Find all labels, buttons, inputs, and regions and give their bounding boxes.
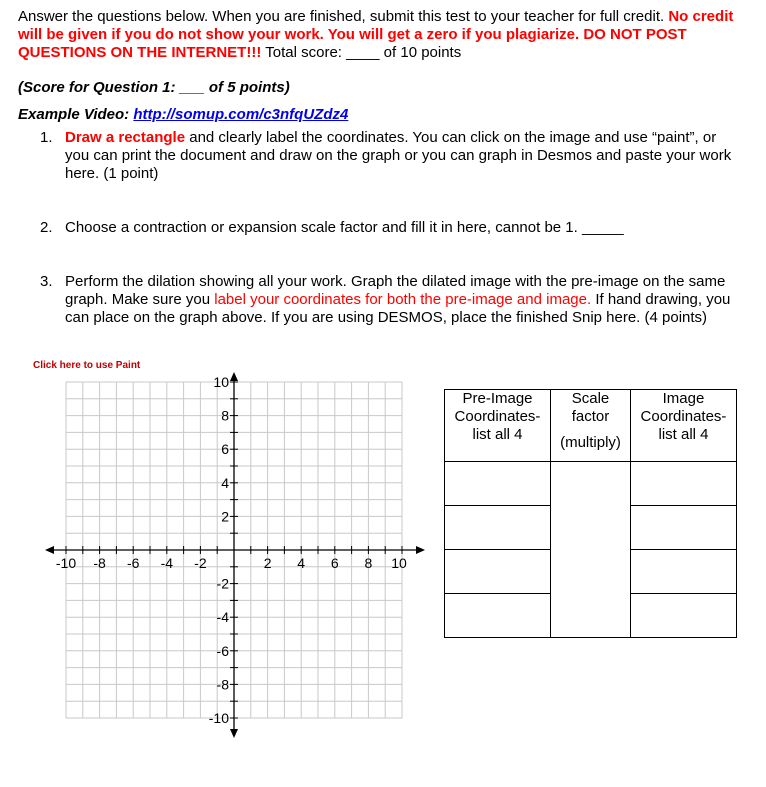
x-axis-left-arrow	[45, 546, 54, 554]
x-tick-label-4: 4	[297, 555, 306, 571]
pre-image-cell-2[interactable]	[445, 506, 551, 550]
pre-image-cell-3[interactable]	[445, 550, 551, 594]
image-cell-3[interactable]	[631, 550, 737, 594]
y-axis-up-arrow	[230, 372, 238, 381]
question-1-body: and clearly label the coordinates. You can click on the image and use “paint”, or you can print the document and draw on the graph or you can graph in Desmos and paste your work here. (1 point)	[65, 129, 732, 182]
question-3-body-a: Perform the dilation showing all your work. Graph the dilated image with the pre-image on the same graph. Make sure you	[65, 273, 726, 308]
image-header	[631, 390, 737, 462]
x-tick-label-neg6: -6	[126, 555, 140, 571]
coordinate-grid[interactable]	[40, 372, 430, 740]
y-axis-down-arrow	[230, 729, 238, 738]
y-tick-label-neg4: -4	[216, 609, 229, 626]
y-tick-label-neg2: -2	[216, 575, 229, 592]
table-row	[445, 462, 737, 506]
y-tick-label-4: 4	[221, 474, 229, 491]
x-tick-label-10: 10	[391, 555, 407, 571]
x-tick-label-2: 2	[263, 555, 272, 571]
question-3-highlight: label your coordinates for both the pre-image and image.	[214, 291, 592, 308]
y-tick-label-8: 8	[221, 407, 229, 424]
scale-factor-label: Scale factor	[571, 390, 610, 425]
image-cell-1[interactable]	[631, 462, 737, 506]
question-2-text: Choose a contraction or expansion scale factor and fill it in here, cannot be 1. _____	[65, 219, 624, 236]
y-tick-label-neg6: -6	[216, 642, 229, 659]
y-tick-label-neg8: -8	[216, 676, 229, 693]
question-3-body-b: If hand drawing, you can place on the graph above. If you are using DESMOS, place the finished Snip here. (4 points)	[65, 291, 731, 326]
example-video-label: Example Video:	[18, 106, 130, 123]
y-tick-label-2: 2	[221, 508, 229, 525]
x-tick-label-neg8: -8	[93, 555, 106, 571]
pre-image-header-label: Pre-Image Coordinates- list all 4	[454, 390, 541, 443]
warning-text: No credit will be given if you do not show your work. You will get a zero if you plagiarize. DO NOT POST QUESTIONS ON THE INTERNET!!!	[18, 8, 734, 61]
total-score-suffix: of 10 points	[383, 44, 462, 61]
question-3-number: 3.	[40, 273, 53, 290]
question-1-highlight: Draw a rectangle	[65, 129, 186, 146]
intro-paragraph	[18, 8, 748, 62]
pre-image-header	[445, 390, 551, 462]
instructions-text: Answer the questions below. When you are finished, submit this test to your teacher for full credit.	[18, 8, 665, 25]
scale-factor-cell[interactable]	[551, 462, 631, 638]
total-score-label: Total score:	[265, 44, 342, 61]
question-3-text	[65, 273, 740, 327]
image-cell-2[interactable]	[631, 506, 737, 550]
question-1-score: (Score for Question 1: ___ of 5 points)	[18, 79, 290, 96]
question-1-text	[65, 129, 740, 183]
total-score-blank[interactable]: ____	[346, 44, 380, 61]
scale-multiply-label: (multiply)	[560, 434, 621, 451]
y-tick-label-neg10: -10	[208, 710, 229, 726]
pre-image-cell-4[interactable]	[445, 594, 551, 638]
image-cell-4[interactable]	[631, 594, 737, 638]
coordinates-table	[444, 389, 737, 638]
y-tick-label-6: 6	[221, 441, 229, 458]
x-tick-label-neg4: -4	[160, 555, 174, 571]
pre-image-cell-1[interactable]	[445, 462, 551, 506]
example-video-link[interactable]: http://somup.com/c3nfqUZdz4	[133, 106, 349, 123]
image-header-label: Image Coordinates- list all 4	[640, 390, 727, 443]
table-header-row	[445, 390, 737, 462]
x-axis-right-arrow	[416, 546, 425, 554]
paint-link[interactable]: Click here to use Paint	[33, 360, 141, 371]
y-tick-label-10: 10	[213, 374, 229, 390]
x-tick-label-8: 8	[364, 555, 373, 571]
x-tick-label-6: 6	[330, 555, 339, 571]
question-1-number: 1.	[40, 129, 53, 146]
example-video	[18, 106, 348, 123]
x-tick-label-neg2: -2	[194, 555, 207, 571]
x-tick-label-neg10: -10	[55, 555, 77, 571]
question-2-number: 2.	[40, 219, 53, 236]
scale-factor-header	[551, 390, 631, 462]
